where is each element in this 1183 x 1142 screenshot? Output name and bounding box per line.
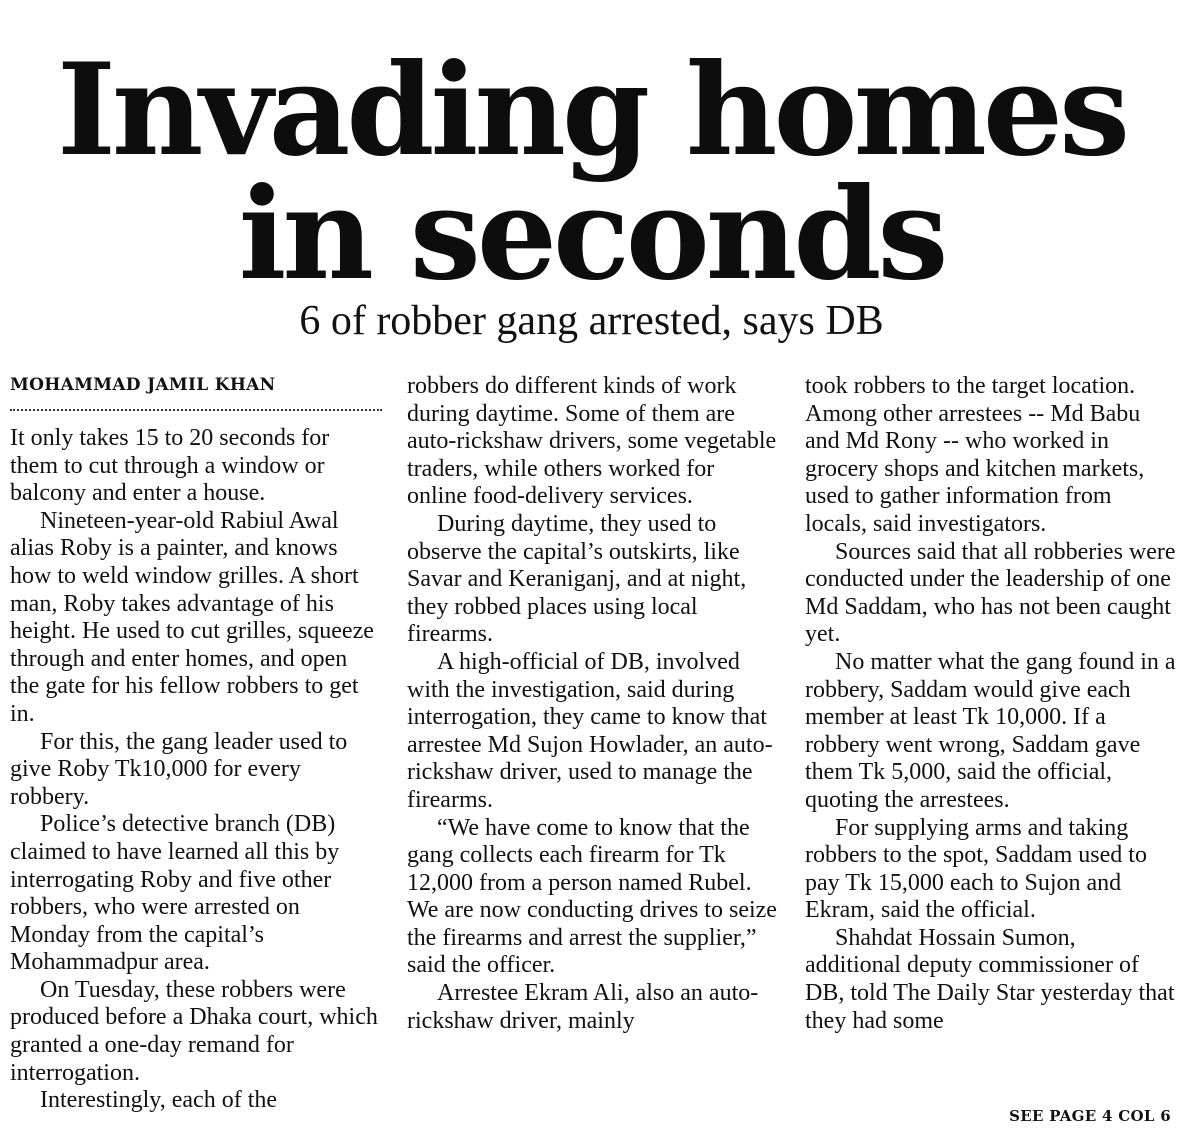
paragraph: Shahdat Hossain Sumon, additional deputy commissioner of DB, told The Daily Star yesterday that they had some <box>805 924 1175 1034</box>
paragraph: Arrestee Ekram Ali, also an auto-rickshaw driver, mainly <box>407 980 759 1034</box>
headline-line-1: Invading homes <box>56 36 1127 184</box>
paragraph: Nineteen-year-old Rabiul Awal alias Roby is a painter, and knows how to weld window grilles. A short man, Roby takes advantage of his height. He used to cut grilles, squeeze through and enter homes, and open the gate for his fellow robbers to get in. <box>10 507 374 727</box>
article-column-2 <box>407 373 779 1035</box>
paragraph: “We have come to know that the gang collects each firearm for Tk 12,000 from a person named Rubel. We are now conducting drives to seize the firearms and arrest the supplier,” said the officer. <box>407 814 777 979</box>
paragraph: A high-official of DB, involved with the investigation, said during interrogation, they came to know that arrestee Md Sujon Howlader, an auto-rickshaw driver, used to manage the firearms. <box>407 648 773 813</box>
paragraph: For this, the gang leader used to give Roby Tk10,000 for every robbery. <box>10 728 348 810</box>
paragraph: Police’s detective branch (DB) claimed to have learned all this by interrogating Roby and five other robbers, who were arrested on Monday from the capital’s Mohammadpur area. <box>10 811 340 976</box>
headline-line-2: in seconds <box>238 160 945 308</box>
article-column-1 <box>10 373 382 1115</box>
paragraph: It only takes 15 to 20 seconds for them to cut through a window or balcony and enter a house. <box>10 425 330 507</box>
byline: MOHAMMAD JAMIL KHAN <box>10 373 382 411</box>
paragraph: During daytime, they used to observe the capital’s outskirts, like Savar and Keraniganj, and at night, they robbed places using local firearms. <box>407 510 747 648</box>
continued-on-label: SEE PAGE 4 COL 6 <box>1009 1107 1171 1125</box>
headline <box>0 36 1183 308</box>
subheadline: 6 of robber gang arrested, says DB <box>299 298 884 344</box>
paragraph: No matter what the gang found in a robbery, Saddam would give each member at least Tk 10,000. If a robbery went wrong, Saddam gave them Tk 5,000, said the official, quoting the arrestees. <box>805 648 1176 813</box>
paragraph: For supplying arms and taking robbers to the spot, Saddam used to pay Tk 15,000 each to Sujon and Ekram, said the official. <box>805 814 1147 924</box>
paragraph: Interestingly, each of the <box>40 1087 278 1114</box>
paragraph: took robbers to the target location. Among other arrestees -- Md Babu and Md Rony -- who worked in grocery shops and kitchen markets, used to gather information from locals, said investigators. <box>805 373 1145 537</box>
paragraph: On Tuesday, these robbers were produced before a Dhaka court, which granted a one-day remand for interrogation. <box>10 976 378 1086</box>
paragraph: Sources said that all robberies were conducted under the leadership of one Md Saddam, who has not been caught yet. <box>805 538 1176 648</box>
paragraph: robbers do different kinds of work during daytime. Some of them are auto-rickshaw drivers, some vegetable traders, while others worked for online food-delivery services. <box>407 373 777 510</box>
article-column-3 <box>805 373 1177 1035</box>
